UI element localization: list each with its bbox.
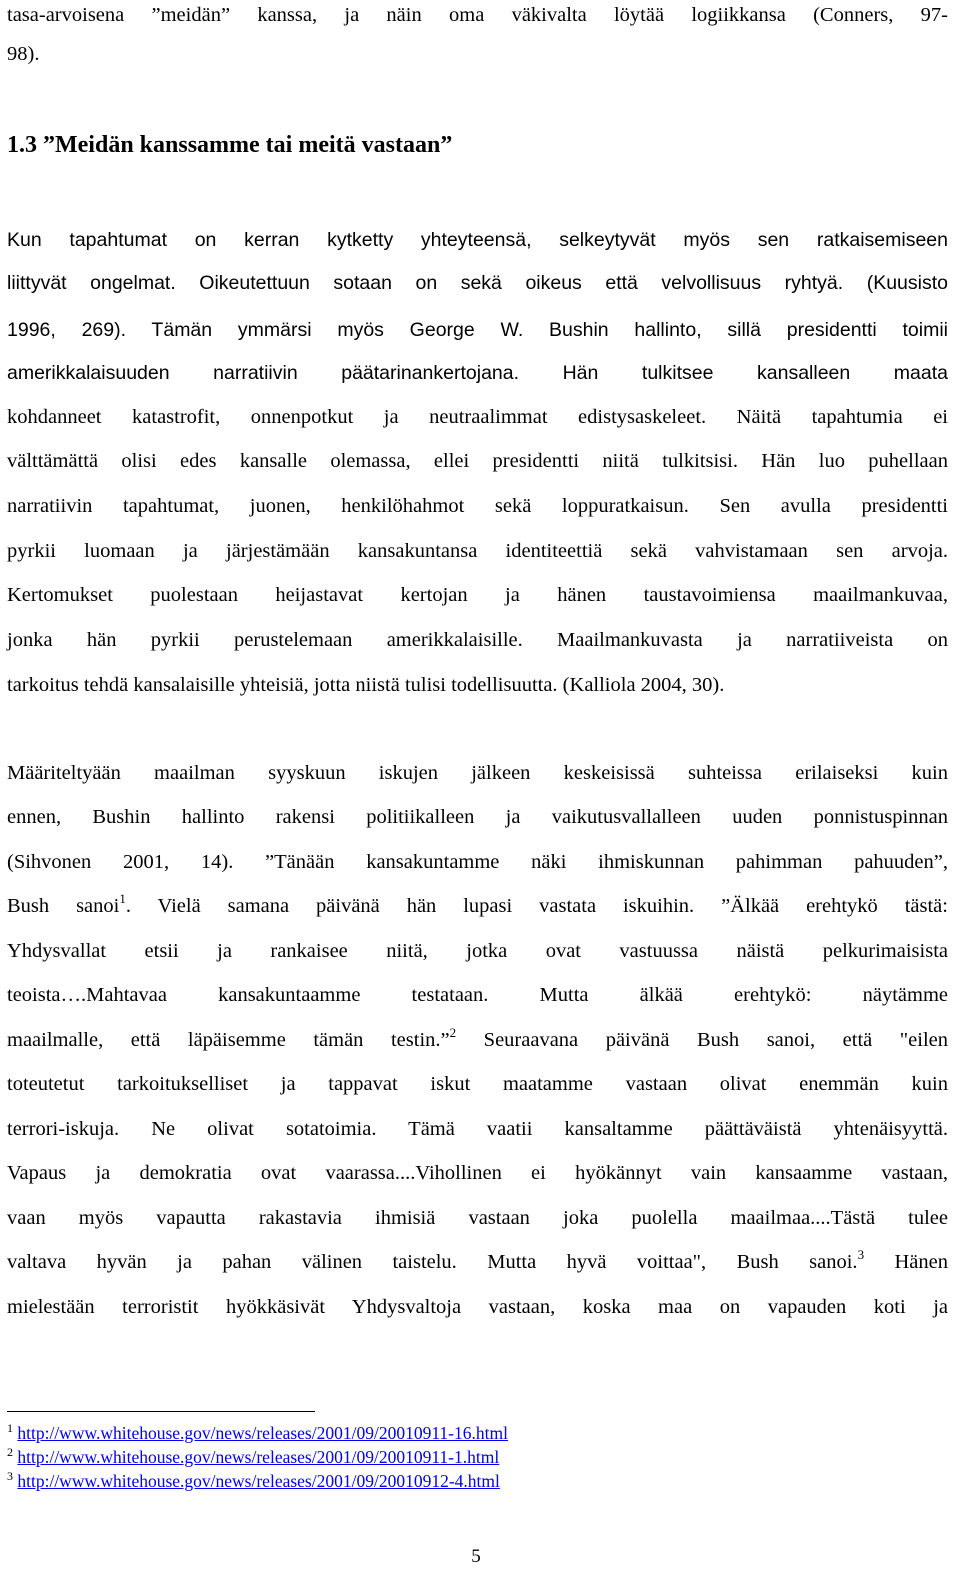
text-line: tarkoitus tehdä kansalaisille yhteisiä, jotta niistä tulisi todellisuutta. (Kalliola 2004, 30). <box>7 674 725 696</box>
text-line: kohdanneet katastrofit, onnenpotkut ja neutraalimmat edistysaskeleet. Näitä tapahtumia ei <box>7 406 948 428</box>
section-heading: 1.3 ”Meidän kanssamme tai meitä vastaan” <box>7 132 453 158</box>
text-line: välttämättä olisi edes kansalle olemassa, ellei presidentti niitä tulkitsisi. Hän luo puhellaan <box>7 450 948 472</box>
text-run: valtava hyvän ja pahan välinen taistelu. Mutta hyvä voittaa", Bush sanoi. <box>7 1251 858 1273</box>
text-line: toteutetut tarkoitukselliset ja tappavat iskut maatamme vastaan olivat enemmän kuin <box>7 1073 948 1095</box>
text-run: Bush sanoi <box>7 895 120 917</box>
text-run: Seuraavana päivänä Bush sanoi, että "eilen <box>456 1029 948 1051</box>
footnote-number: 1 <box>7 1421 13 1435</box>
text-line: jonka hän pyrkii perustelemaan amerikkalaisille. Maailmankuvasta ja narratiiveista on <box>7 629 948 651</box>
footnote-ref-3[interactable]: 3 <box>857 1247 865 1262</box>
footnote-link[interactable]: http://www.whitehouse.gov/news/releases/2001/09/20010912-4.html <box>17 1471 500 1491</box>
text-line: teoista….Mahtavaa kansakuntaamme testataan. Mutta älkää erehtykö: näytämme <box>7 984 948 1006</box>
footnote-number: 2 <box>7 1445 13 1459</box>
text-line: 98). <box>7 43 40 65</box>
text-line: vaan myös vapautta rakastavia ihmisiä vastaan joka puolella maailmaa....Tästä tulee <box>7 1207 948 1229</box>
text-line: Määriteltyään maailman syyskuun iskujen jälkeen keskeisissä suhteissa erilaiseksi kuin <box>7 762 948 784</box>
text-line: amerikkalaisuuden narratiivin päätarinankertojana. Hän tulkitsee kansalleen maata <box>7 362 948 384</box>
text-line: ennen, Bushin hallinto rakensi politiikalleen ja vaikutusvallalleen uuden ponnistuspinnan <box>7 806 948 828</box>
footnote-1 <box>7 1421 508 1445</box>
text-line <box>7 1247 948 1277</box>
text-run: Hänen <box>864 1251 948 1273</box>
footnote-divider <box>7 1411 315 1412</box>
text-line: pyrkii luomaan ja järjestämään kansakuntansa identiteettiä sekä vahvistamaan sen arvoja. <box>7 540 948 562</box>
footnote-2 <box>7 1445 499 1469</box>
footnote-ref-2[interactable]: 2 <box>449 1025 457 1040</box>
text-line: mielestään terroristit hyökkäsivät Yhdysvaltoja vastaan, koska maa on vapauden koti ja <box>7 1296 948 1318</box>
footnote-number: 3 <box>7 1469 13 1483</box>
text-run: maailmalle, että läpäisemme tämän testin.” <box>7 1029 450 1051</box>
text-line: (Sihvonen 2001, 14). ”Tänään kansakuntamme näki ihmiskunnan pahimman pahuuden”, <box>7 851 948 873</box>
text-run: . Vielä samana päivänä hän lupasi vastata iskuihin. ”Älkää erehtykö tästä: <box>125 895 948 917</box>
footnote-3 <box>7 1469 500 1493</box>
text-line: Yhdysvallat etsii ja rankaisee niitä, jotka ovat vastuussa näistä pelkurimaisista <box>7 940 948 962</box>
footnote-link[interactable]: http://www.whitehouse.gov/news/releases/2001/09/20010911-16.html <box>17 1423 508 1443</box>
text-line: narratiivin tapahtumat, juonen, henkilöhahmot sekä loppuratkaisun. Sen avulla presidentti <box>7 495 948 517</box>
text-line: tasa-arvoisena ”meidän” kanssa, ja näin oma väkivalta löytää logiikkansa (Conners, 97- <box>7 4 948 26</box>
text-line: terrori-iskuja. Ne olivat sotatoimia. Tämä vaatii kansaltamme päättäväistä yhtenäisyyttä. <box>7 1118 948 1140</box>
text-line <box>7 891 948 921</box>
text-line <box>7 1025 948 1055</box>
text-line: Kertomukset puolestaan heijastavat kertojan ja hänen taustavoimiensa maailmankuvaa, <box>7 584 948 606</box>
text-line: 1996, 269). Tämän ymmärsi myös George W. Bushin hallinto, sillä presidentti toimii <box>7 319 948 341</box>
footnote-ref-1[interactable]: 1 <box>119 891 126 906</box>
page-number: 5 <box>471 1546 481 1567</box>
text-line: Kun tapahtumat on kerran kytketty yhteyteensä, selkeytyvät myös sen ratkaisemiseen <box>7 229 948 251</box>
footnote-link[interactable]: http://www.whitehouse.gov/news/releases/2001/09/20010911-1.html <box>17 1447 500 1467</box>
text-line: Vapaus ja demokratia ovat vaarassa....Vihollinen ei hyökännyt vain kansaamme vastaan, <box>7 1162 948 1184</box>
text-line: liittyvät ongelmat. Oikeutettuun sotaan on sekä oikeus että velvollisuus ryhtyä. (Kuusisto <box>7 272 948 294</box>
